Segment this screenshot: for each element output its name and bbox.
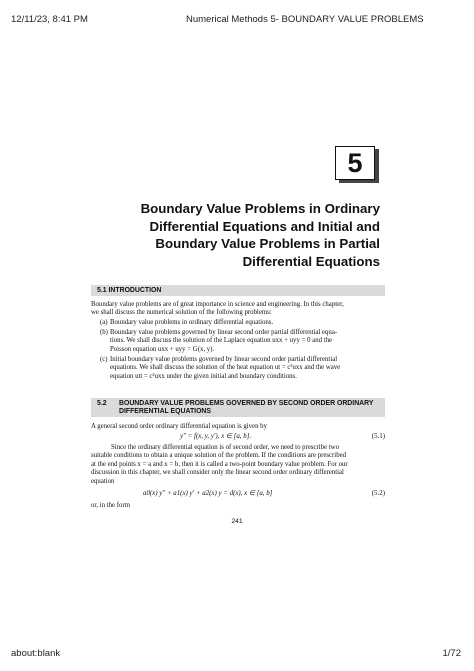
body-paragraph [91, 444, 385, 486]
section-number: 5.2 [97, 400, 107, 407]
text-line: BOUNDARY VALUE PROBLEMS GOVERNED BY SECOND ORDER ORDINARY [119, 400, 374, 407]
equation-number: (5.1) [371, 433, 385, 440]
text-line: or, in the form [91, 502, 130, 509]
text-line: Boundary value problems in ordinary differential equations. [110, 319, 274, 326]
text-line: A general second order ordinary differential equation is given by [91, 423, 267, 430]
text-line: Poisson equation uxx + uyy = G(x, y). [110, 345, 215, 353]
equation-number: (5.2) [371, 490, 385, 497]
chapter-number: 5 [347, 147, 363, 178]
text-line: at the end points x = a and x = b, then it is called a two-point boundary value problem. For our [91, 460, 348, 468]
print-page-counter: 1/72 [442, 648, 461, 659]
section-heading-text [119, 400, 379, 416]
text-line: equations. We shall discuss the solution of the heat equation ut = c²uxx and the wave [110, 364, 341, 372]
chapter-number-box [335, 146, 375, 180]
chapter-title-line: Boundary Value Problems in Partial [155, 236, 380, 252]
text-line: equation [91, 477, 115, 485]
text-line: discussion in this chapter, we shall consider only the linear second order ordinary differential [91, 469, 344, 477]
text-line: Initial boundary value problems governed by linear second order partial differential [110, 356, 338, 363]
equation-body: y″ = f(x, y, y′), x ∈ [a, b]. [180, 433, 252, 440]
text-line: equation utt = c²uxx under the given initial and boundary conditions. [110, 372, 297, 380]
text-line: Boundary value problems governed by linear second order partial differential equa- [110, 329, 338, 336]
list-tag: (c) [100, 356, 108, 363]
text-line: suitable conditions to obtain a unique solution of the problem. If the conditions are prescribed [91, 452, 347, 460]
list-item-b [100, 329, 385, 354]
chapter-title-line: Differential Equations [242, 253, 380, 269]
print-datetime: 12/11/23, 8:41 PM [11, 14, 88, 25]
print-url: about:blank [11, 648, 61, 659]
trailing-text [91, 502, 385, 510]
section-heading-introduction [91, 285, 385, 296]
equation-5-1 [91, 432, 385, 441]
list-tag: (a) [100, 319, 108, 326]
equation-body: a0(x) y″ + a1(x) y′ + a2(x) y = d(x), x ∈ [a, b] [143, 490, 273, 497]
text-line: DIFFERENTIAL EQUATIONS [119, 408, 212, 415]
lead-paragraph [91, 423, 385, 431]
intro-paragraph [91, 301, 385, 318]
text-line: we shall discuss the numerical solution of the following problems: [91, 309, 272, 317]
book-page-number: 241 [231, 518, 243, 525]
chapter-title-line: Boundary Value Problems in Ordinary [140, 201, 380, 216]
print-doc-title: Numerical Methods 5- BOUNDARY VALUE PROBLEMS [186, 14, 424, 25]
print-footer [11, 648, 463, 662]
chapter-title-line: Differential Equations and Initial and [149, 218, 380, 234]
list-tag: (b) [100, 329, 108, 336]
list-item-a [100, 319, 385, 327]
text-line: tions. We shall discuss the solution of the Laplace equation uxx + uyy = 0 and the [110, 337, 333, 345]
list-item-c [100, 356, 385, 381]
text-line: Since the ordinary differential equation is of second order, we need to prescribe two [111, 444, 339, 451]
print-header [11, 14, 463, 28]
chapter-title [100, 200, 380, 270]
section-heading-text: 5.1 INTRODUCTION [97, 287, 162, 294]
section-heading-bvp-second-order [91, 398, 385, 417]
equation-5-2 [91, 489, 385, 498]
text-line: Boundary value problems are of great importance in science and engineering. In this chapter, [91, 301, 344, 308]
